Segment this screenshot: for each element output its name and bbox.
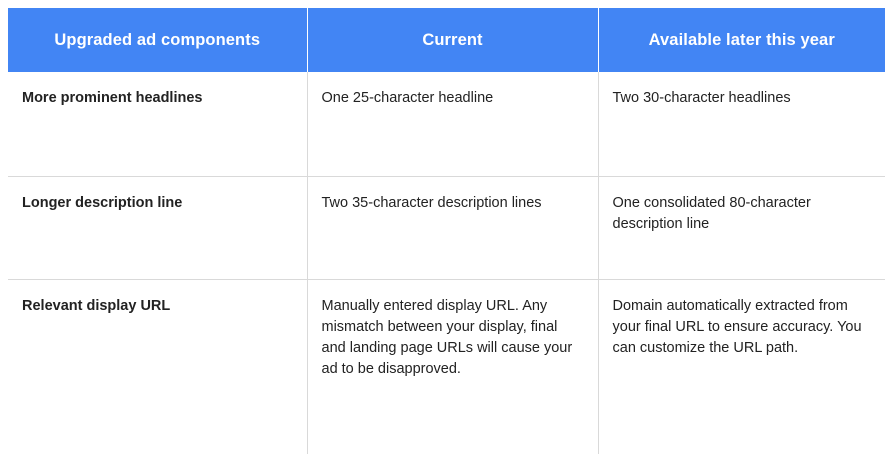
column-header-current: Current	[307, 8, 598, 72]
row-feature-description-line: Longer description line	[8, 177, 307, 280]
column-header-upgraded-ad-components: Upgraded ad components	[8, 8, 307, 72]
table-header	[8, 8, 885, 72]
row-current-headlines: One 25-character headline	[307, 72, 598, 177]
row-future-display-url: Domain automatically extracted from your final URL to ensure accuracy. You can customize the URL path.	[598, 280, 885, 454]
comparison-table-container	[8, 8, 885, 440]
row-feature-headlines: More prominent headlines	[8, 72, 307, 177]
table-row	[8, 72, 885, 177]
ad-components-comparison-table	[8, 8, 885, 454]
row-current-display-url: Manually entered display URL. Any mismatch between your display, final and landing page URLs will cause your ad to be disapproved.	[307, 280, 598, 454]
table-row	[8, 177, 885, 280]
table-row	[8, 280, 885, 454]
row-feature-display-url: Relevant display URL	[8, 280, 307, 454]
row-future-description-line: One consolidated 80-character description line	[598, 177, 885, 280]
table-body	[8, 72, 885, 454]
row-current-description-line: Two 35-character description lines	[307, 177, 598, 280]
table-header-row	[8, 8, 885, 72]
row-future-headlines: Two 30-character headlines	[598, 72, 885, 177]
column-header-available-later-this-year: Available later this year	[598, 8, 885, 72]
